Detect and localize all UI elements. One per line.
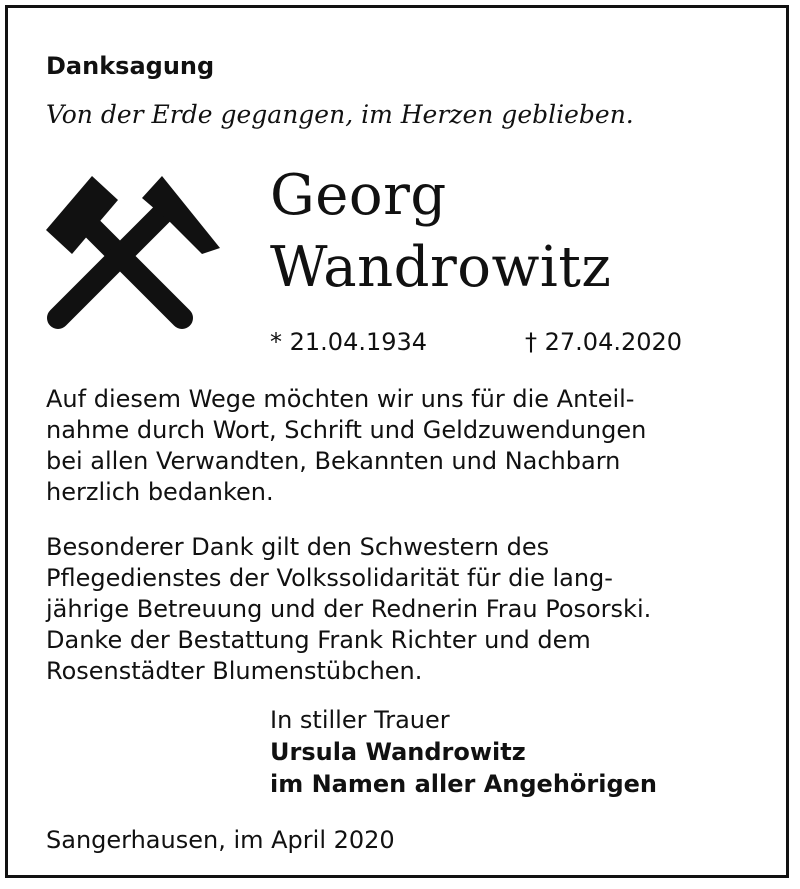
death-date: † 27.04.2020 <box>525 328 683 356</box>
text-line: Danke der Bestattung Frank Richter und dem <box>46 626 591 654</box>
text-line: Besonderer Dank gilt den Schwestern des <box>46 533 550 561</box>
notice-heading: Danksagung <box>46 52 215 80</box>
special-thanks-paragraph <box>46 532 766 687</box>
place-and-date: Sangerhausen, im April 2020 <box>46 826 395 854</box>
birth-date: * 21.04.1934 <box>270 328 428 356</box>
last-name: Wandrowitz <box>270 235 612 300</box>
signer-name: Ursula Wandrowitz <box>270 738 526 766</box>
signoff-intro: In stiller Trauer <box>270 706 450 734</box>
text-line: Auf diesem Wege möchten wir uns für die Anteil- <box>46 385 635 413</box>
text-line: jährige Betreuung und der Rednerin Frau Posorski. <box>46 595 652 623</box>
text-line: Pflegedienstes der Volkssolidarität für die lang- <box>46 564 613 592</box>
hammer-and-pick-icon <box>44 168 224 338</box>
text-line: bei allen Verwandten, Bekannten und Nachbarn <box>46 447 621 475</box>
text-line: herzlich bedanken. <box>46 478 274 506</box>
text-line: Rosenstädter Blumenstübchen. <box>46 657 423 685</box>
first-name: Georg <box>270 163 447 228</box>
thanks-paragraph <box>46 384 766 508</box>
text-line: nahme durch Wort, Schrift und Geldzuwendungen <box>46 416 647 444</box>
deceased-name <box>270 160 611 304</box>
notice-motto: Von der Erde gegangen, im Herzen geblieben. <box>46 100 634 129</box>
signer-group: im Namen aller Angehörigen <box>270 770 658 798</box>
signoff <box>270 704 657 800</box>
